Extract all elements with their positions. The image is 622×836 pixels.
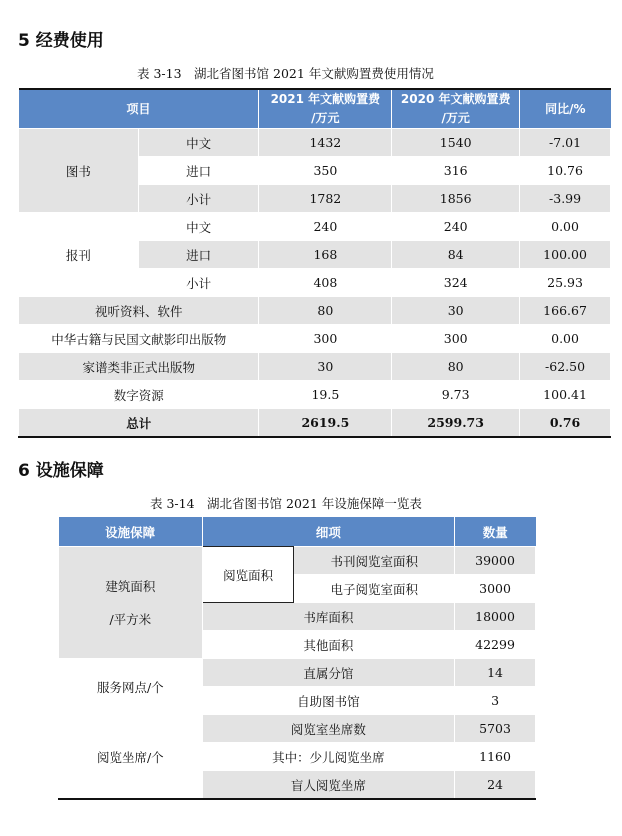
header-item: 项目	[19, 89, 259, 129]
table-caption: 表 3-13 湖北省图书馆 2021 年文献购置费使用情况	[137, 66, 434, 81]
cell-2020: 84	[392, 241, 520, 269]
row-detail: 书库面积	[202, 603, 454, 631]
row-count: 39000	[455, 547, 536, 575]
row-detail: 其中：少儿阅览坐席	[202, 743, 454, 771]
table-row	[59, 715, 536, 743]
total-row	[19, 409, 611, 438]
row-count: 1160	[455, 743, 536, 771]
section-title-facilities: 6 设施保障	[18, 461, 104, 481]
cell-yoy: -7.01	[520, 129, 611, 157]
row-label: 家谱类非正式出版物	[19, 353, 259, 381]
row-detail: 其他面积	[202, 631, 454, 659]
header-2021: 2021 年文献购置费 /万元	[259, 89, 392, 129]
row-sub: 进口	[138, 157, 259, 185]
table-row	[19, 213, 611, 241]
total-2020: 2599.73	[392, 409, 520, 438]
header-yoy: 同比/%	[520, 89, 611, 129]
row-sub: 小计	[138, 185, 259, 213]
cell-2021: 1432	[259, 129, 392, 157]
reading-area-label: 阅览面积	[202, 547, 294, 603]
cell-2020: 240	[392, 213, 520, 241]
header-category: 设施保障	[59, 517, 203, 547]
cell-yoy: 10.76	[520, 157, 611, 185]
row-sub: 中文	[138, 213, 259, 241]
table-row	[19, 353, 611, 381]
cell-2021: 19.5	[259, 381, 392, 409]
row-count: 3	[455, 687, 536, 715]
cell-2021: 300	[259, 325, 392, 353]
cell-2021: 240	[259, 213, 392, 241]
row-sub: 中文	[138, 129, 259, 157]
header-count: 数量	[455, 517, 536, 547]
cell-yoy: 166.67	[520, 297, 611, 325]
total-label: 总计	[19, 409, 259, 438]
row-sub: 小计	[138, 269, 259, 297]
cell-2020: 1540	[392, 129, 520, 157]
cell-2021: 1782	[259, 185, 392, 213]
cell-2020: 300	[392, 325, 520, 353]
category-seats: 阅览坐席/个	[59, 715, 203, 800]
cell-2020: 30	[392, 297, 520, 325]
funding-table	[18, 88, 611, 438]
cell-2020: 324	[392, 269, 520, 297]
total-yoy: 0.76	[520, 409, 611, 438]
cell-yoy: -3.99	[520, 185, 611, 213]
header-2020: 2020 年文献购置费 /万元	[392, 89, 520, 129]
table-row	[59, 659, 536, 687]
row-label: 视听资料、软件	[19, 297, 259, 325]
table-row	[19, 297, 611, 325]
table-header-row	[59, 517, 536, 547]
category-service: 服务网点/个	[59, 659, 203, 715]
group-label-periodicals: 报刊	[19, 213, 139, 297]
cell-yoy: 0.00	[520, 325, 611, 353]
table-row	[19, 129, 611, 157]
table-caption: 表 3-14 湖北省图书馆 2021 年设施保障一览表	[150, 496, 422, 511]
row-label: 中华古籍与民国文献影印出版物	[19, 325, 259, 353]
facilities-table	[58, 517, 536, 800]
row-count: 5703	[455, 715, 536, 743]
row-detail: 书刊阅览室面积	[294, 547, 455, 575]
cell-yoy: 25.93	[520, 269, 611, 297]
cell-2021: 168	[259, 241, 392, 269]
category-building: 建筑面积 /平方米	[59, 547, 203, 659]
section-title-funding: 5 经费使用	[18, 31, 104, 51]
cell-2021: 80	[259, 297, 392, 325]
cell-2021: 350	[259, 157, 392, 185]
group-label-books: 图书	[19, 129, 139, 213]
row-count: 42299	[455, 631, 536, 659]
row-count: 24	[455, 771, 536, 800]
cell-yoy: 0.00	[520, 213, 611, 241]
row-count: 18000	[455, 603, 536, 631]
row-count: 14	[455, 659, 536, 687]
row-count: 3000	[455, 575, 536, 603]
cell-yoy: 100.00	[520, 241, 611, 269]
table-row	[19, 381, 611, 409]
header-detail: 细项	[202, 517, 454, 547]
row-sub: 进口	[138, 241, 259, 269]
row-detail: 阅览室坐席数	[202, 715, 454, 743]
row-detail: 盲人阅览坐席	[202, 771, 454, 800]
table-row	[19, 325, 611, 353]
cell-2020: 1856	[392, 185, 520, 213]
total-2021: 2619.5	[259, 409, 392, 438]
cell-2021: 408	[259, 269, 392, 297]
table-header-row	[19, 89, 611, 129]
table-row	[59, 547, 536, 575]
cell-2020: 9.73	[392, 381, 520, 409]
cell-yoy: -62.50	[520, 353, 611, 381]
row-detail: 自助图书馆	[202, 687, 454, 715]
cell-yoy: 100.41	[520, 381, 611, 409]
row-detail: 直属分馆	[202, 659, 454, 687]
cell-2021: 30	[259, 353, 392, 381]
row-label: 数字资源	[19, 381, 259, 409]
row-detail: 电子阅览室面积	[294, 575, 455, 603]
cell-2020: 316	[392, 157, 520, 185]
cell-2020: 80	[392, 353, 520, 381]
